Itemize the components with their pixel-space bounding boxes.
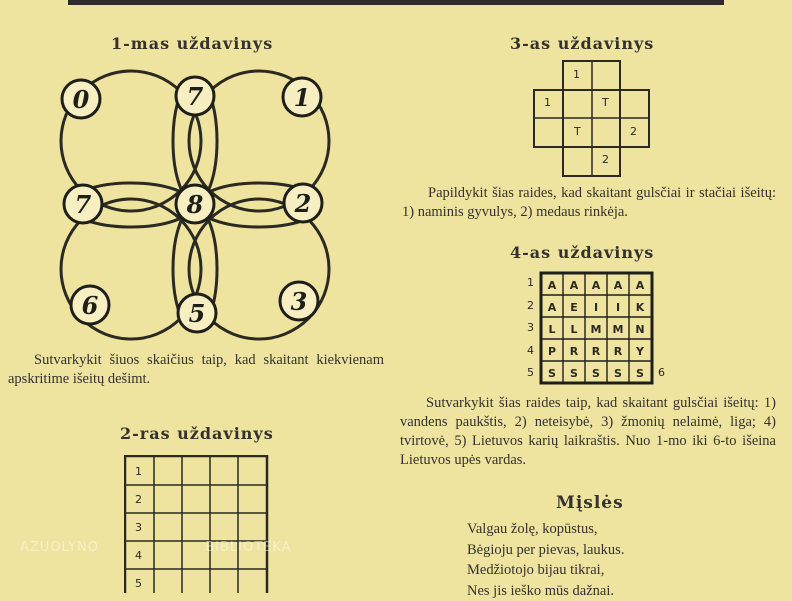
- riddle-poem: [467, 519, 624, 601]
- number-middle-left: 7: [75, 190, 92, 219]
- letter-r4-c1: P: [548, 345, 556, 358]
- letter-r2-c1: A: [548, 301, 557, 314]
- puzzle4-row-4: 4: [527, 344, 534, 357]
- number-center: 8: [186, 190, 204, 219]
- letter-r4-c4: R: [614, 345, 623, 358]
- row-number-5: 5: [135, 577, 142, 590]
- letter-r5-c1: S: [548, 367, 556, 380]
- letter-r5-c4: S: [614, 367, 622, 380]
- letter-r5-c5: S: [636, 367, 644, 380]
- row-number-3: 3: [135, 521, 142, 534]
- row-number-2: 2: [135, 493, 142, 506]
- letter-r2-c2: E: [570, 301, 578, 314]
- letter-r5-c3: S: [592, 367, 600, 380]
- letter-r5-c2: S: [570, 367, 578, 380]
- letter-r3-c3: M: [591, 323, 602, 336]
- puzzle4-row-5: 5: [527, 366, 534, 379]
- puzzle2-title: 2-ras uždavinys: [120, 424, 274, 443]
- letter-r1-c4: A: [614, 279, 623, 292]
- cell-bottom: 2: [602, 153, 609, 166]
- row-number-4: 4: [135, 549, 142, 562]
- puzzle4-row-1: 1: [527, 276, 534, 289]
- puzzle3-cross-grid: [532, 60, 652, 178]
- cell-t-center: T: [573, 125, 581, 138]
- watermark-right-text: BIBLIOTEKA: [205, 540, 291, 555]
- riddles-title: Mįslės: [556, 493, 624, 513]
- letter-r4-c5: Y: [635, 345, 645, 358]
- number-bottom-right: 3: [291, 287, 308, 316]
- puzzle1-instruction: Sutvarkykit šiuos skaičius taip, kad skaitant kiekvienam apskritime išeitų dešimt.: [8, 351, 384, 389]
- letter-r3-c4: M: [613, 323, 624, 336]
- puzzle3-title: 3-as uždavinys: [510, 34, 654, 53]
- row-number-1: 1: [135, 465, 142, 478]
- cell-right: 2: [630, 125, 637, 138]
- letter-r3-c2: L: [570, 323, 577, 336]
- letter-r1-c5: A: [636, 279, 645, 292]
- cell-t-top: T: [601, 96, 609, 109]
- poem-line-2: Bėgioju per pievas, laukus.: [467, 540, 624, 561]
- letter-r3-c1: L: [548, 323, 555, 336]
- poem-line-4: Nes jis ieško mūs dažnai.: [467, 581, 624, 601]
- number-bottom-middle: 5: [189, 299, 206, 328]
- puzzle4-row-3: 3: [527, 321, 534, 334]
- letter-r2-c3: I: [594, 301, 598, 314]
- puzzle1-title: 1-mas uždavinys: [111, 34, 273, 53]
- letter-r1-c3: A: [592, 279, 601, 292]
- number-middle-right: 2: [294, 189, 312, 218]
- poem-line-1: Valgau žolę, kopūstus,: [467, 519, 624, 540]
- letter-r1-c1: A: [548, 279, 557, 292]
- number-top-left: 0: [73, 85, 90, 114]
- number-top-right: 1: [294, 83, 311, 112]
- puzzle4-column-6: 6: [658, 366, 665, 379]
- number-top-middle: 7: [187, 82, 204, 111]
- letter-r4-c3: R: [592, 345, 601, 358]
- watermark-left-text: AZUOLYNO: [20, 540, 99, 555]
- cell-top: 1: [573, 68, 580, 81]
- puzzle4-letter-grid: [539, 271, 655, 385]
- puzzle4-row-2: 2: [527, 299, 534, 312]
- poem-line-3: Medžiotojo bijau tikrai,: [467, 560, 624, 581]
- puzzle3-instruction: Papildykit šias raides, kad skaitant gulsčiai ir stačiai išeitų: 1) naminis gyvulys, 2) medaus rinkėja.: [402, 184, 776, 222]
- cell-left: 1: [544, 96, 551, 109]
- letter-r4-c2: R: [570, 345, 579, 358]
- letter-r3-c5: N: [635, 323, 644, 336]
- number-bottom-left: 6: [82, 291, 99, 320]
- top-border-bar: [68, 0, 724, 5]
- letter-r2-c5: K: [636, 301, 645, 314]
- circles-diagram: [55, 65, 335, 345]
- letter-r1-c2: A: [570, 279, 579, 292]
- library-watermark: [20, 540, 292, 555]
- puzzle4-instruction: Sutvarkykit šias raides taip, kad skaitant gulsčiai išeitų: 1) vandens paukštis, 2) neteisybė, 3) žmonių nelaimė, liga; 4) tvirtovė, 5) Lietuvos karių laikraštis. Nuo 1-mo iki 6-to išeina Lietuvos upės vardas.: [400, 394, 776, 470]
- puzzle2-grid: [124, 455, 270, 593]
- puzzle4-title: 4-as uždavinys: [510, 243, 654, 262]
- letter-r2-c4: I: [616, 301, 620, 314]
